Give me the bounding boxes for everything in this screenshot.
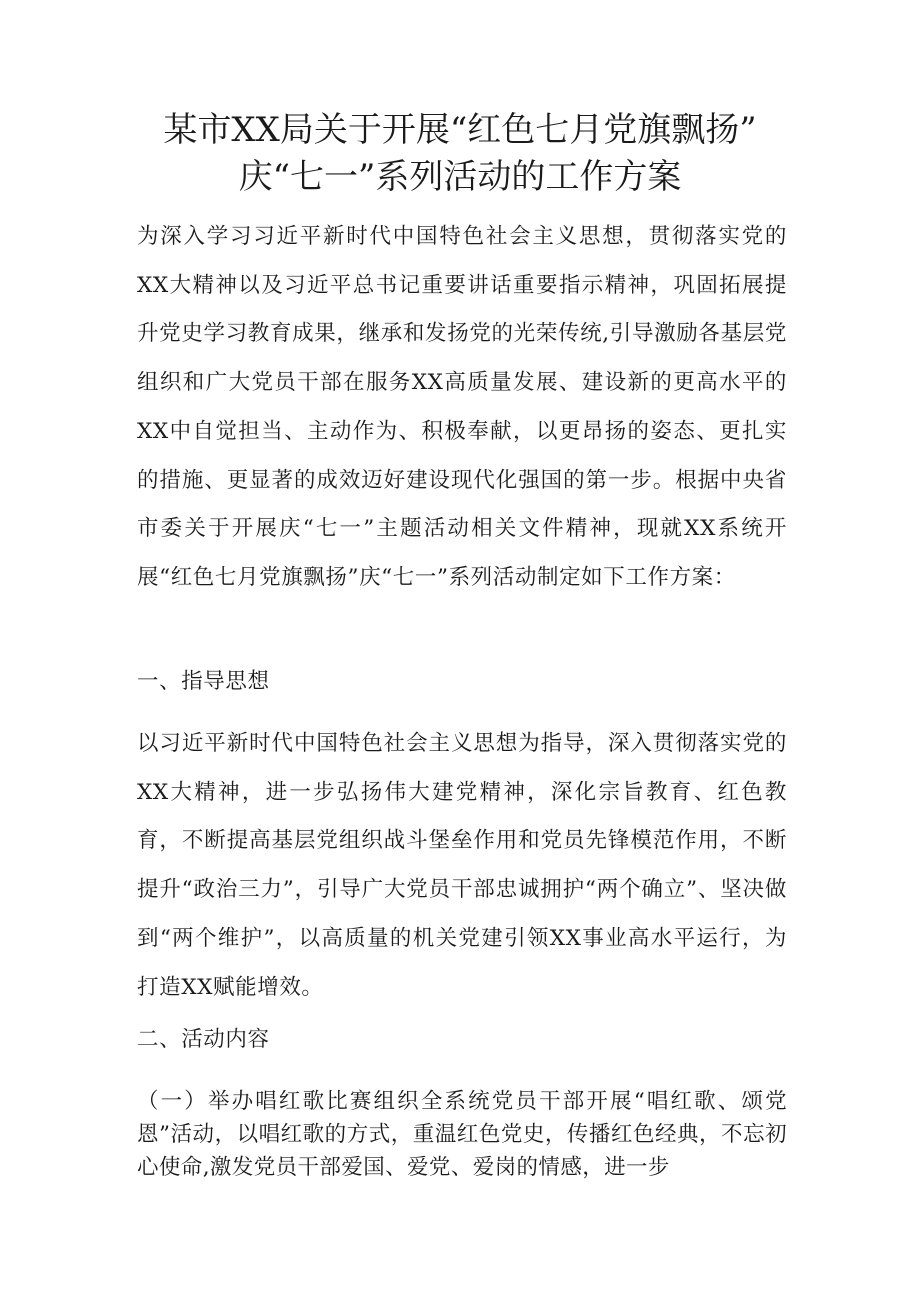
- document-title-line-2: 庆“七一”系列活动的工作方案: [238, 157, 682, 197]
- intro-paragraph: 为深入学习习近平新时代中国特色社会主义思想，贯彻落实党的XX大精神以及习近平总书记重要讲话重要指示精神，巩固拓展提升党史学习教育成果，继承和发扬党的光荣传统,引导激励各基层党组织和广大党员干部在服务XX高质量发展、建设新的更高水平的XX中自觉担当、主动作为、积极奉献，以更昂扬的姿态、更扎实的措施、更显著的成效迈好建设现代化强国的第一步。根据中央省市委关于开展庆“七一”主题活动相关文件精神，现就XX系统开展“红色七月党旗飘扬”庆“七一”系列活动制定如下工作方案：: [137, 224, 787, 590]
- section-heading-guiding-thought: 一、指导思想: [137, 669, 270, 694]
- guiding-thought-paragraph: 以习近平新时代中国特色社会主义思想为指导，深入贯彻落实党的XX大精神，进一步弘扬伟大建党精神，深化宗旨教育、红色教育，不断提高基层党组织战斗堡垒作用和党员先锋模范作用，不断提升“政治三力”，引导广大党员干部忠诚拥护“两个确立”、坚决做到“两个维护”，以高质量的机关党建引领XX事业高水平运行，为打造XX赋能增效。: [137, 731, 787, 1000]
- activity-item-paragraph: （一）举办唱红歌比赛组织全系统党员干部开展“唱红歌、颂党恩”活动，以唱红歌的方式，重温红色党史，传播红色经典，不忘初心使命,激发党员干部爱国、爱党、爱岗的情感，进一步: [137, 1089, 787, 1180]
- document-title-line-1: 某市XX局关于开展“红色七月党旗飘扬”: [163, 110, 757, 150]
- section-heading-activity-content: 二、活动内容: [137, 1027, 270, 1052]
